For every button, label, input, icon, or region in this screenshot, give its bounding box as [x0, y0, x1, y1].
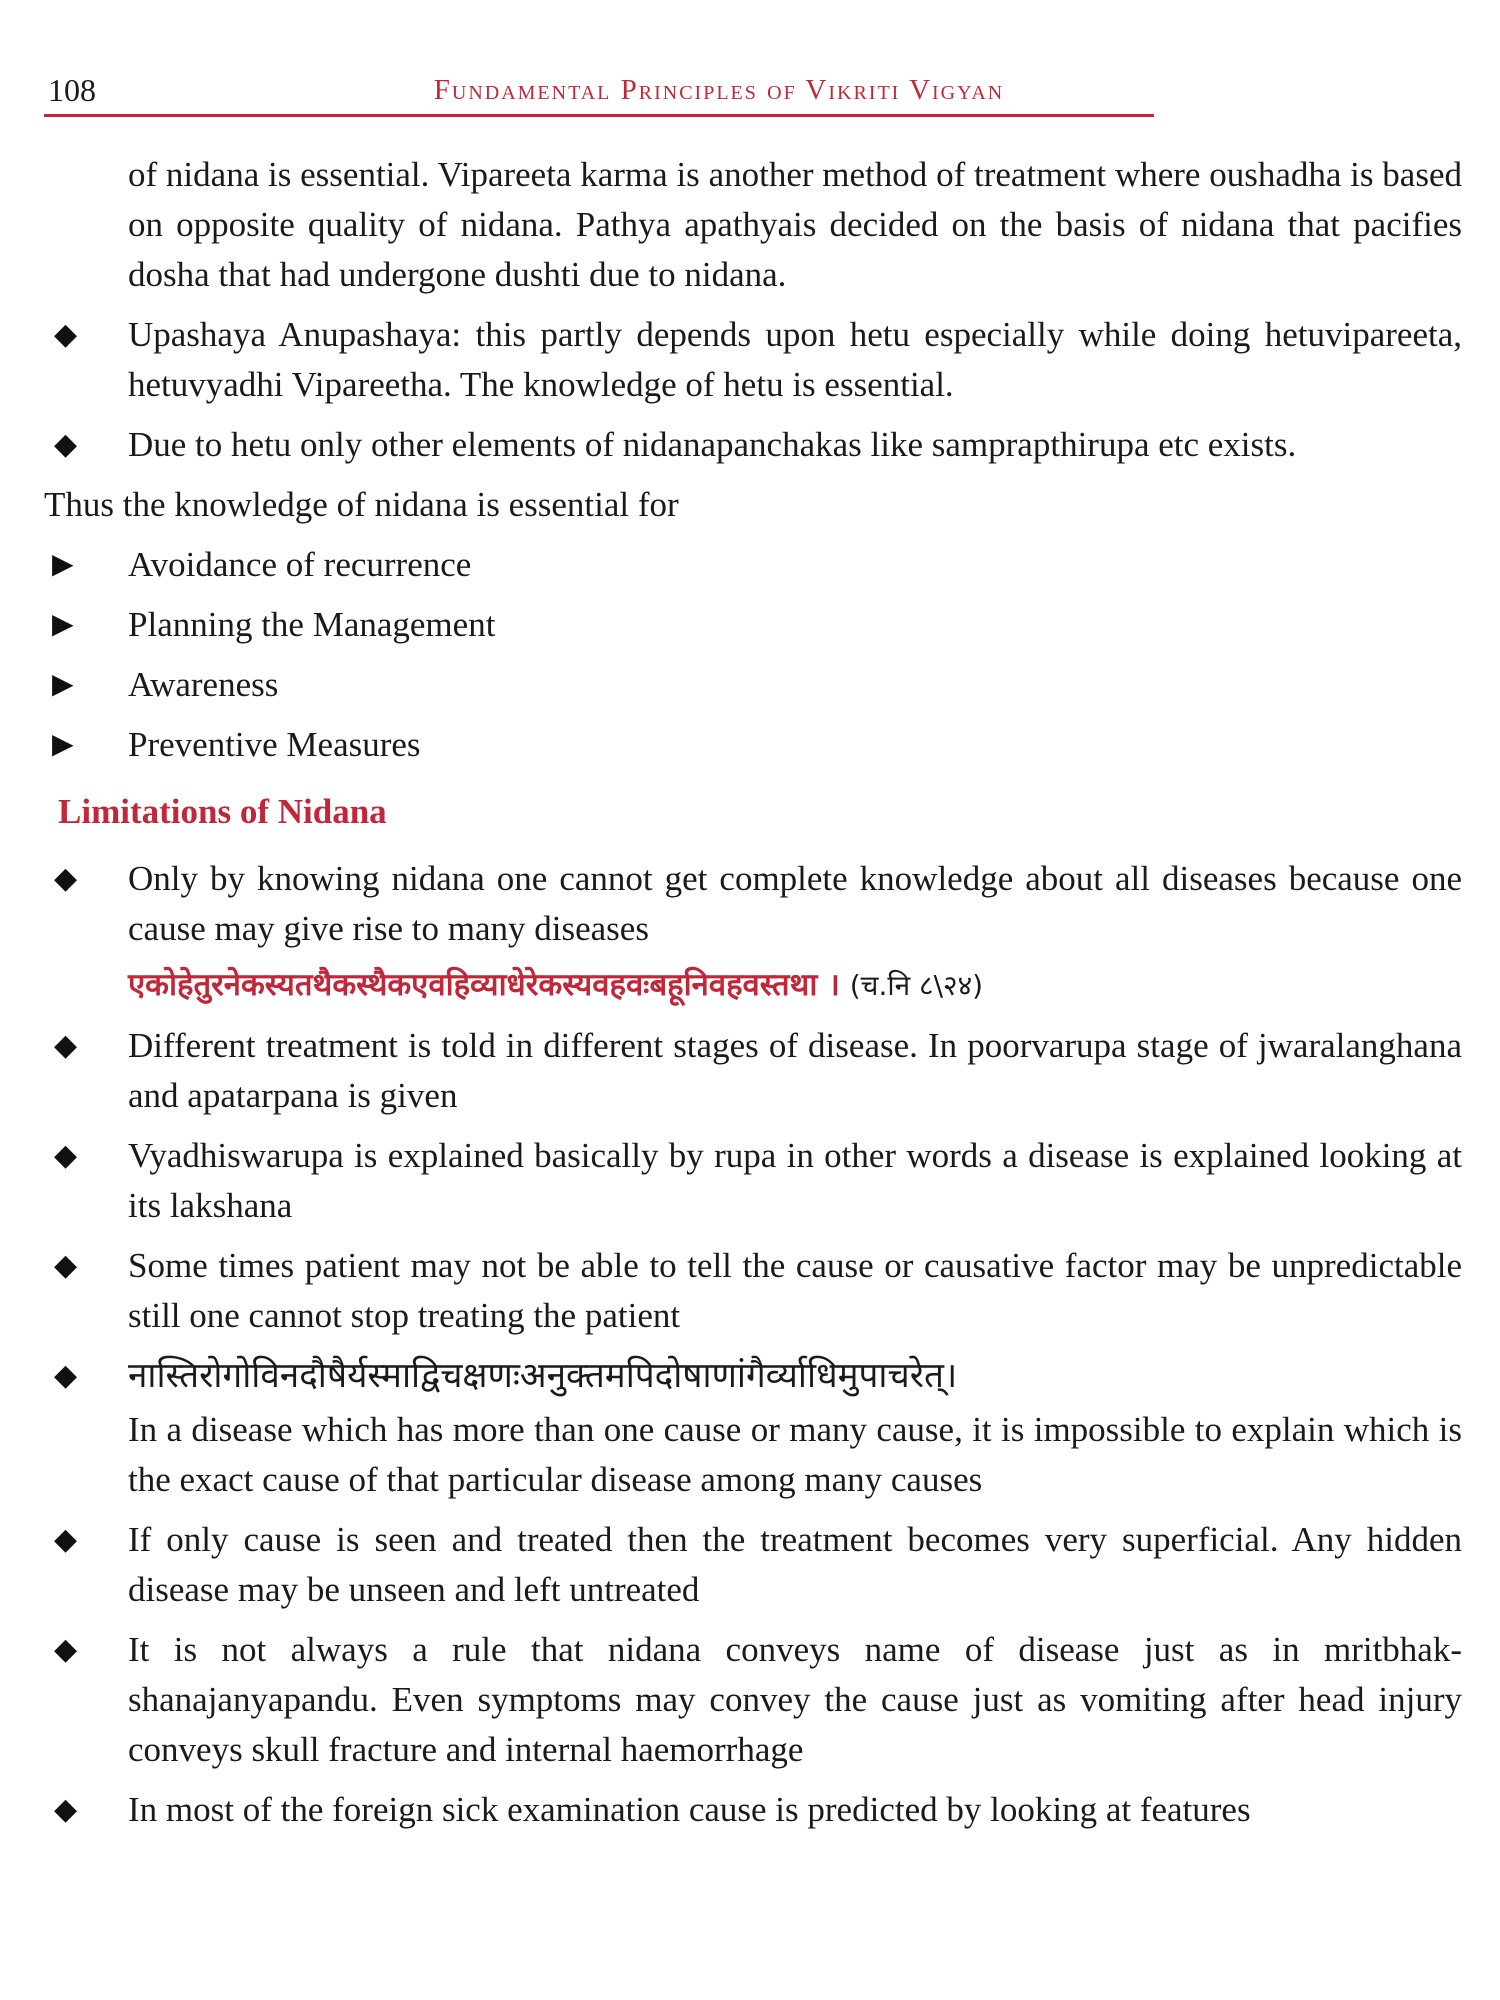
- sanskrit-quote: [44, 960, 1462, 1011]
- arrow-list-item: [44, 540, 1462, 590]
- list-item: [44, 1515, 1462, 1615]
- diamond-bullet-icon: ◆: [54, 1029, 78, 1062]
- bullet-text: If only cause is seen and treated then the treatment becomes very superficial. Any hidden disease may be unseen and left untreated: [128, 1520, 1462, 1609]
- list-item: [44, 1351, 1462, 1505]
- diamond-bullet-icon: ◆: [54, 1139, 78, 1172]
- arrow-item-text: Awareness: [128, 665, 279, 704]
- bullet-text: In most of the foreign sick examination cause is predicted by looking at features: [128, 1790, 1251, 1829]
- arrow-list-item: [44, 720, 1462, 770]
- intro-paragraph: of nidana is essential. Vipareeta karma is another method of treatment where oushadha is based on opposite quality of nidana. Pathya apathyais decided on the basis of nidana that pacifies dosha that had undergone dushti due to nidana.: [128, 155, 1462, 294]
- arrow-bullet-icon: ▶: [52, 609, 74, 640]
- diamond-bullet-icon: ◆: [54, 428, 78, 461]
- list-item: [44, 310, 1462, 410]
- diamond-bullet-icon: ◆: [54, 862, 78, 895]
- bullet-text: Upashaya Anupashaya: this partly depends upon hetu especially while doing hetuvipareeta, hetuvyadhi Vipareetha. The knowledge of hetu is essential.: [128, 315, 1462, 404]
- list-item: [44, 854, 1462, 954]
- bullet-text: It is not always a rule that nidana conveys name of disease just as in mritbhak-shanajanyapandu. Even symptoms may convey the cause just as vomiting after head injury conveys skull fracture and internal haemorrhage: [128, 1630, 1462, 1769]
- arrow-item-text: Avoidance of recurrence: [128, 545, 472, 584]
- diamond-bullet-icon: ◆: [54, 1359, 78, 1392]
- list-item: [44, 1021, 1462, 1121]
- arrow-item-text: Planning the Management: [128, 605, 496, 644]
- sanskrit-bullet-text: नास्तिरोगोविनदौषैर्यस्माद्विचक्षणःअनुक्तमपिदोषाणांगैर्व्याधिमुपाचरेत्।: [128, 1356, 958, 1396]
- section-heading: Limitations of Nidana: [58, 792, 387, 831]
- arrow-list-item: [44, 600, 1462, 650]
- list-item: [44, 1785, 1462, 1835]
- bullet-text: Only by knowing nidana one cannot get complete knowledge about all diseases because one cause may give rise to many diseases: [128, 859, 1462, 948]
- bullet-text: Different treatment is told in different stages of disease. In poorvarupa stage of jwaralanghana and apatarpana is given: [128, 1026, 1462, 1115]
- diamond-bullet-icon: ◆: [54, 318, 78, 351]
- verse-reference: (च.नि ८\२४): [849, 969, 984, 1002]
- sanskrit-verse: एकोहेतुरनेकस्यतथैकस्थैकएवहिव्याधेरेकस्यवहवःबहूनिवहवस्तथा ।: [128, 967, 840, 1003]
- bullet-continuation: In a disease which has more than one cause or many cause, it is impossible to explain which is the exact cause of that particular disease among many causes: [128, 1410, 1462, 1499]
- page-content: [44, 150, 1462, 1835]
- bullet-text: Vyadhiswarupa is explained basically by rupa in other words a disease is explained looking at its lakshana: [128, 1136, 1462, 1225]
- list-item: [44, 420, 1462, 470]
- list-item: [44, 1241, 1462, 1341]
- arrow-bullet-icon: ▶: [52, 669, 74, 700]
- diamond-bullet-icon: ◆: [54, 1793, 78, 1826]
- arrow-bullet-icon: ▶: [52, 729, 74, 760]
- running-title: Fundamental Principles of Vikriti Vigyan: [433, 74, 1005, 106]
- arrow-item-text: Preventive Measures: [128, 725, 421, 764]
- arrow-list-item: [44, 660, 1462, 710]
- arrow-bullet-icon: ▶: [52, 549, 74, 580]
- list-item: [44, 1625, 1462, 1775]
- diamond-bullet-icon: ◆: [54, 1523, 78, 1556]
- bullet-text: Some times patient may not be able to tell the cause or causative factor may be unpredictable still one cannot stop treating the patient: [128, 1246, 1462, 1335]
- diamond-bullet-icon: ◆: [54, 1633, 78, 1666]
- page-header: [44, 66, 1154, 117]
- bullet-text: Due to hetu only other elements of nidanapanchakas like samprapthirupa etc exists.: [128, 425, 1297, 464]
- thus-sentence: Thus the knowledge of nidana is essential for: [44, 485, 679, 524]
- list-item: [44, 1131, 1462, 1231]
- diamond-bullet-icon: ◆: [54, 1249, 78, 1282]
- page-number: 108: [48, 72, 96, 108]
